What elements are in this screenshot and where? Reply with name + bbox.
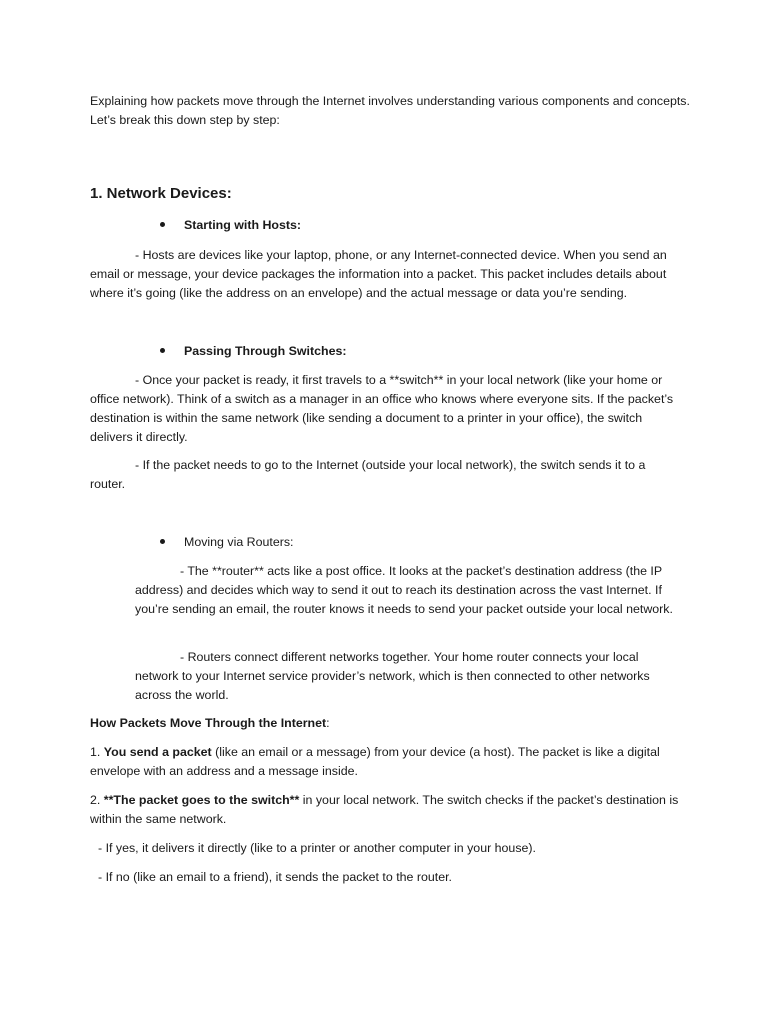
step-2-bold: **The packet goes to the switch**: [103, 793, 300, 807]
switches-paragraph-2: - If the packet needs to go to the Internet (outside your local network), the switch sends it to a router.: [90, 458, 646, 491]
step-1-paragraph: [90, 743, 682, 781]
intro-paragraph: Explaining how packets move through the Internet involves understanding various components and concepts. Let’s break this down step by step:: [90, 94, 690, 127]
switches-paragraph-1: - Once your packet is ready, it first travels to a **switch** in your local network (like your home or office network). Think of a switch as a manager in an office who knows where everyone sits. If the packet’s destination is within the same network (like sending a document to a printer in your office), the switch delivers it directly.: [90, 373, 674, 444]
bullet-icon: [160, 539, 165, 544]
step-1-bold: You send a packet: [103, 745, 212, 759]
section-heading-packet-flow: [90, 714, 690, 733]
hosts-paragraph: - Hosts are devices like your laptop, phone, or any Internet-connected device. When you send an email or message, your device packages the information into a packet. This packet includes details about where it’s going (like the address on an envelope) and the actual message or data you’re sending.: [90, 248, 667, 300]
bullet-item-switches: [160, 342, 560, 361]
step-2-yes-line: - If yes, it delivers it directly (like to a printer or another computer in your house).: [98, 841, 536, 855]
bullet-icon: [160, 222, 165, 227]
bullet-item-routers: [160, 533, 560, 552]
step-1-text: (like an email or a message) from your device (a host). The packet is like a digital envelope with an address and a message inside.: [90, 745, 660, 778]
routers-paragraph-1: - The **router** acts like a post office. It looks at the packet’s destination address (the IP address) and decides which way to send it out to reach its destination across the vast Internet. If you’re sending an email, the router knows it needs to send your packet outside your local network.: [135, 564, 673, 616]
step-2-paragraph: [90, 791, 682, 829]
bullet-item-hosts: [160, 216, 560, 235]
section-heading-colon: :: [326, 716, 330, 730]
bullet-label: Passing Through Switches:: [184, 344, 347, 358]
step-2-number: 2.: [90, 793, 104, 807]
routers-paragraph-2: - Routers connect different networks together. Your home router connects your local network to your Internet service provider’s network, which is then connected to other networks across the world.: [135, 650, 650, 702]
step-1-number: 1.: [90, 745, 104, 759]
bullet-icon: [160, 348, 165, 353]
section-heading-text: How Packets Move Through the Internet: [90, 716, 327, 730]
step-2-no-line: - If no (like an email to a friend), it sends the packet to the router.: [98, 870, 453, 884]
section-heading-network-devices: 1. Network Devices:: [90, 185, 232, 202]
bullet-label: Moving via Routers:: [184, 535, 294, 549]
bullet-label: Starting with Hosts:: [184, 218, 302, 232]
step-2-text: in your local network. The switch checks if the packet’s destination is within the same network.: [90, 793, 679, 826]
